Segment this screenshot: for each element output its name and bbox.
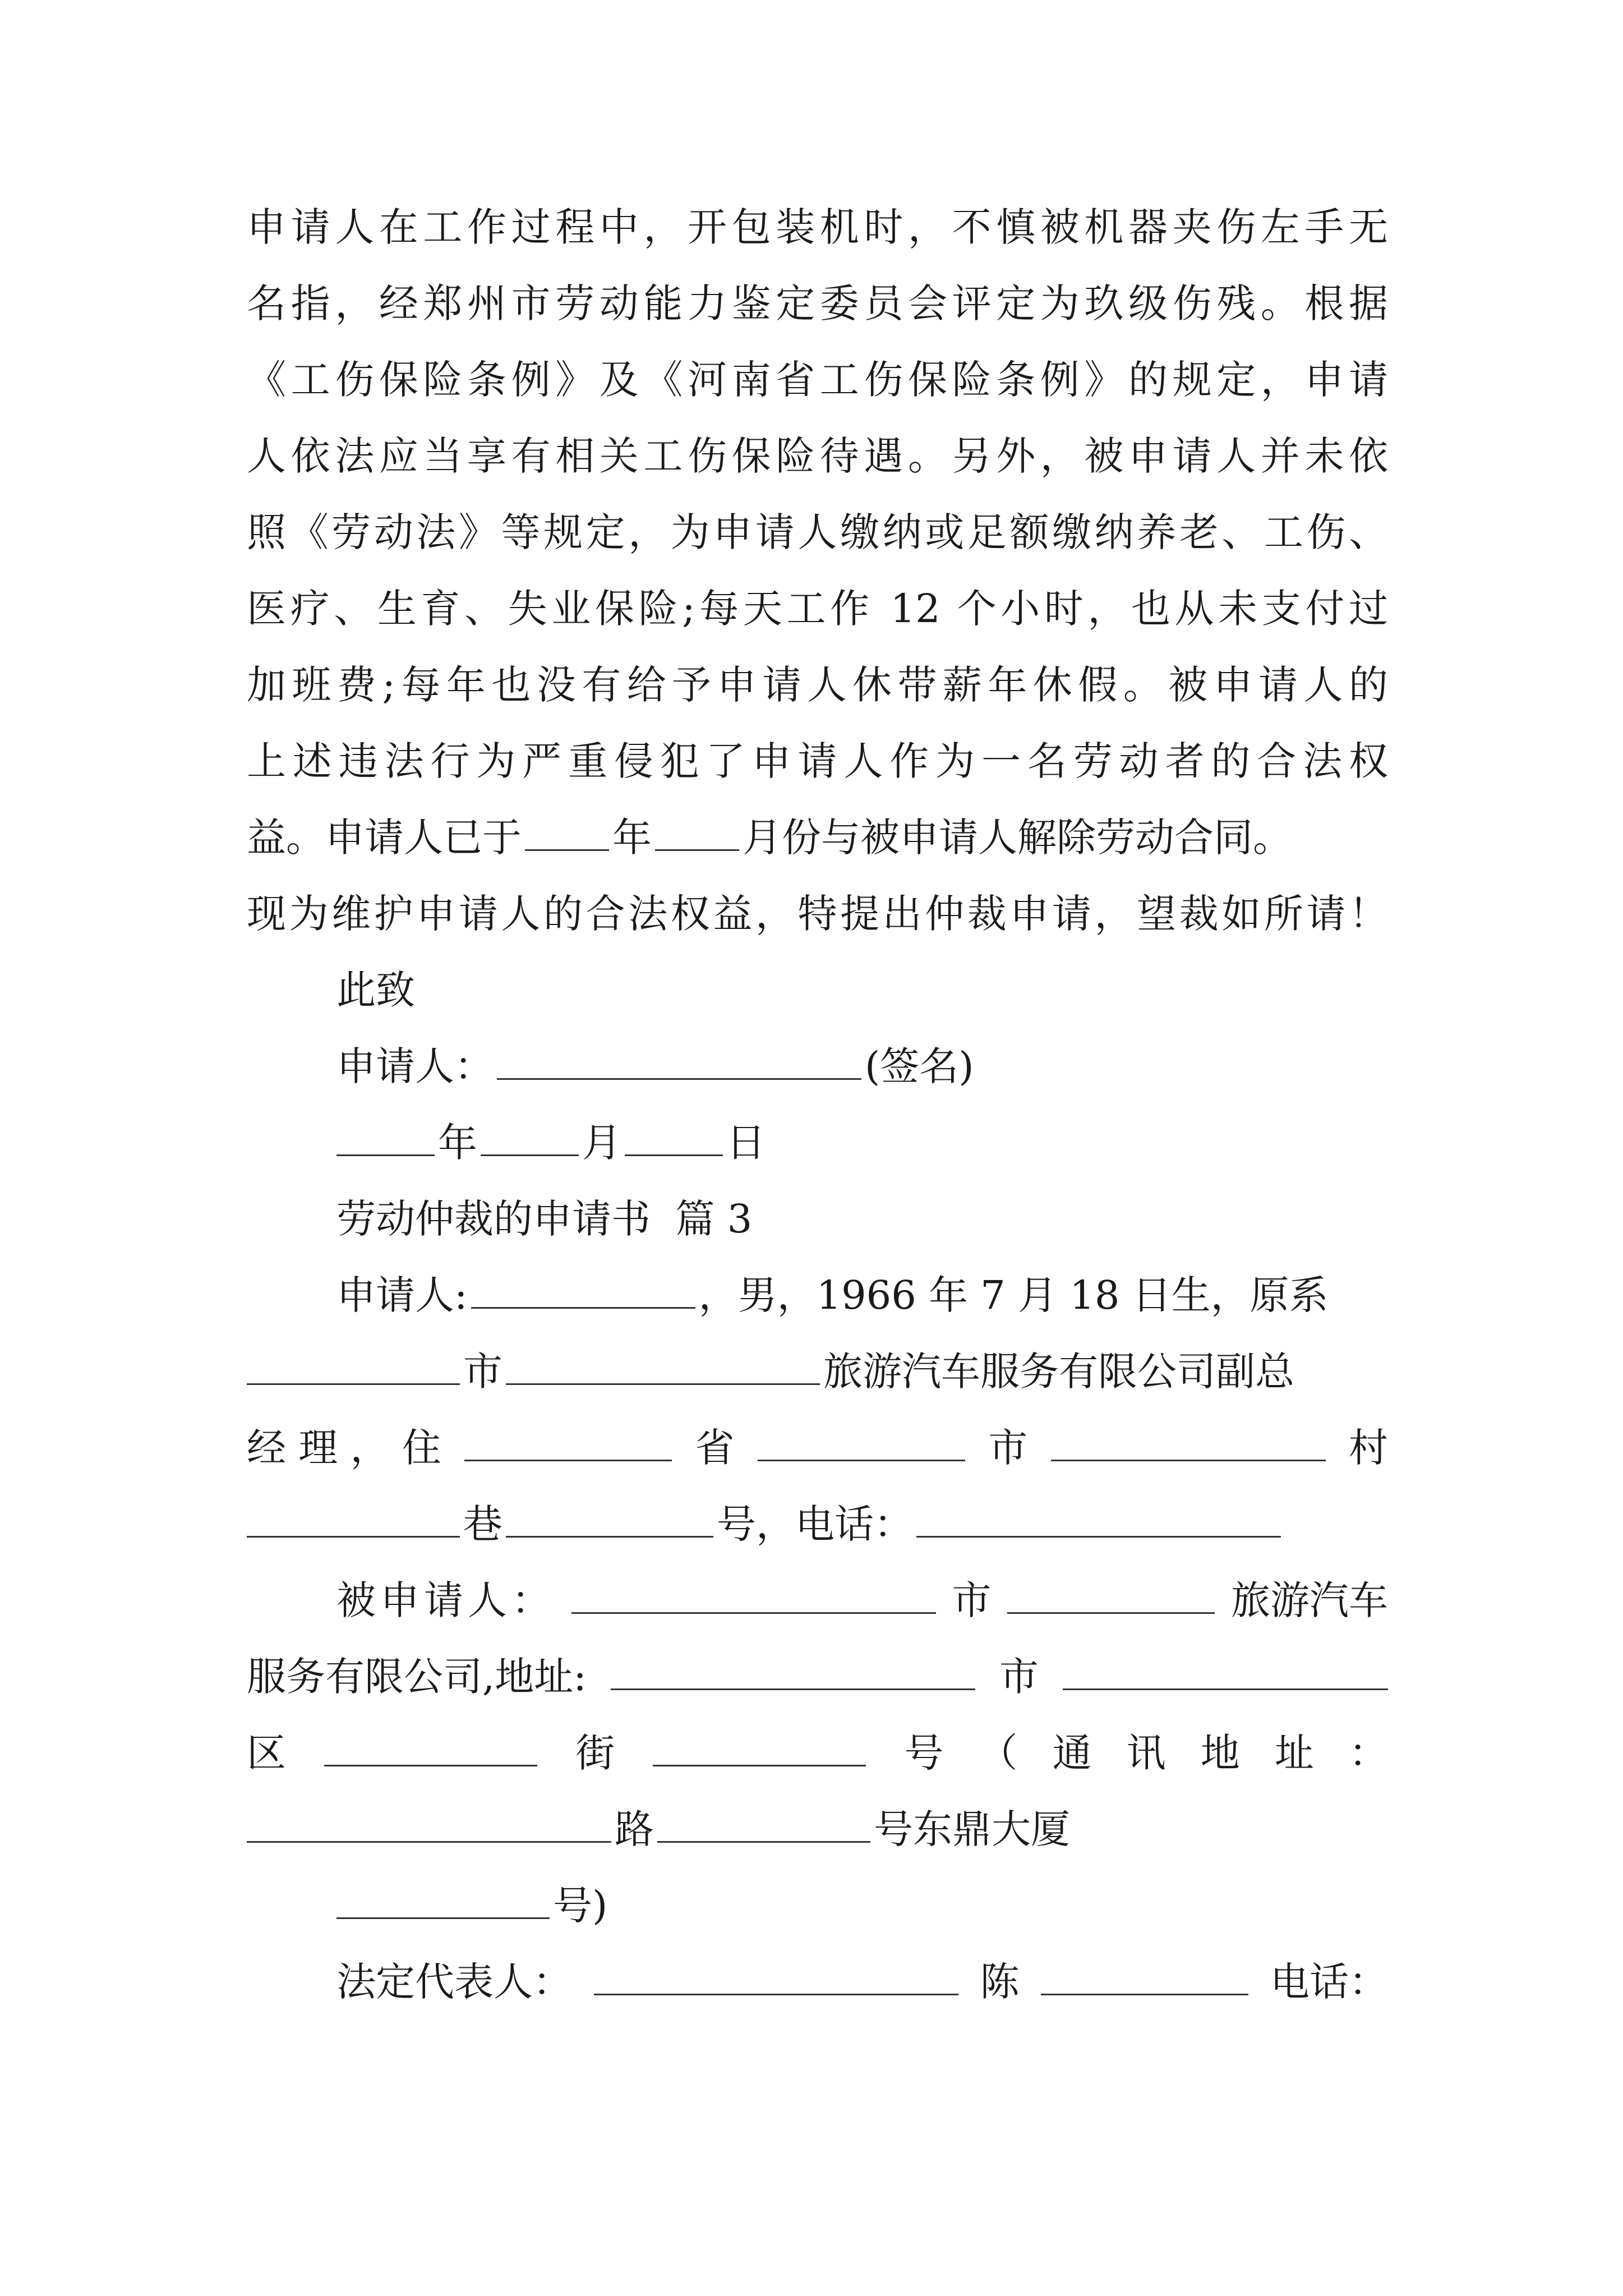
respondent-line-2 bbox=[247, 1643, 1388, 1710]
blank bbox=[1041, 1959, 1248, 1995]
text-segment: ： bbox=[1348, 1730, 1388, 1776]
respondent-line-1 bbox=[336, 1567, 1388, 1634]
text-segment: 号 bbox=[904, 1730, 944, 1776]
respondent-label: 被申请人： bbox=[336, 1577, 555, 1623]
legal-rep-label: 法定代表人： bbox=[336, 1959, 572, 2005]
text-segment: 号东鼎大厦 bbox=[874, 1806, 1070, 1852]
paragraph-line-8: 上述违法行为严重侵犯了申请人作为一名劳动者的合法权 bbox=[247, 738, 1388, 784]
text-segment: 省 bbox=[695, 1425, 735, 1471]
applicant-line-1 bbox=[336, 1262, 1388, 1329]
signature-blank bbox=[497, 1043, 861, 1080]
paragraph-line-6: 医疗、生育、失业保险;每天工作 12 个小时，也从未支付过 bbox=[247, 586, 1388, 632]
text-segment: 号) bbox=[553, 1883, 608, 1929]
signature-line bbox=[336, 1033, 1388, 1100]
blank bbox=[506, 1501, 713, 1538]
date-month-blank bbox=[481, 1120, 579, 1156]
text-segment: 市 bbox=[999, 1654, 1039, 1700]
text-segment: 陈 bbox=[980, 1959, 1020, 2005]
applicant-line-3 bbox=[247, 1414, 1388, 1481]
text-segment: 服务有限公司,地址: bbox=[247, 1654, 587, 1700]
blank bbox=[336, 1883, 550, 1919]
blank bbox=[506, 1349, 820, 1385]
blank bbox=[1051, 1425, 1326, 1461]
paragraph-line-9 bbox=[247, 804, 1388, 871]
blank bbox=[571, 1577, 936, 1614]
signature-label: 申请人： bbox=[336, 1043, 494, 1089]
text-segment: 路 bbox=[615, 1806, 654, 1852]
section-title: 劳动仲裁的申请书 篇 3 bbox=[336, 1196, 753, 1242]
blank bbox=[594, 1959, 958, 1995]
text-segment: 市 bbox=[988, 1425, 1028, 1471]
date-year-label: 年 bbox=[438, 1120, 477, 1166]
paragraph-line-4: 人依法应当享有相关工伤保险待遇。另外，被申请人并未依 bbox=[247, 433, 1388, 479]
blank bbox=[247, 1501, 460, 1538]
paragraph-line-3: 《工伤保险条例》及《河南省工伤保险条例》的规定，申请 bbox=[247, 357, 1388, 403]
blank bbox=[324, 1730, 537, 1766]
text-segment: 电话： bbox=[1270, 1959, 1388, 2005]
text-segment: 经 理 ， 住 bbox=[247, 1425, 441, 1471]
paragraph-line-1: 申请人在工作过程中，开包装机时，不慎被机器夹伤左手无 bbox=[247, 204, 1388, 250]
date-month-label: 月 bbox=[582, 1120, 621, 1166]
blank bbox=[247, 1806, 611, 1843]
blank bbox=[464, 1425, 672, 1461]
paragraph-line-7: 加班费;每年也没有给予申请人休带薪年休假。被申请人的 bbox=[247, 662, 1388, 708]
text-segment: 旅游汽车服务有限公司副总 bbox=[823, 1349, 1294, 1395]
blank bbox=[247, 1349, 460, 1385]
signature-suffix: (签名) bbox=[865, 1043, 974, 1089]
blank bbox=[657, 1806, 870, 1843]
text-segment: 村 bbox=[1348, 1425, 1388, 1471]
blank bbox=[1063, 1654, 1388, 1690]
applicant-line-4 bbox=[247, 1490, 1388, 1558]
blank bbox=[1007, 1577, 1215, 1614]
blank-month bbox=[655, 815, 739, 851]
blank bbox=[758, 1425, 965, 1461]
applicant-label: 申请人: bbox=[336, 1272, 468, 1318]
text-segment: 年 bbox=[612, 815, 652, 861]
applicant-line-2 bbox=[247, 1338, 1388, 1405]
respondent-line-4 bbox=[247, 1796, 1388, 1863]
text-segment: 益。申请人已于 bbox=[247, 815, 522, 861]
text-segment: （ bbox=[978, 1730, 1018, 1776]
text-segment: 市 bbox=[463, 1349, 502, 1395]
text-segment: 市 bbox=[952, 1577, 992, 1623]
text-segment: 地 bbox=[1200, 1730, 1240, 1776]
salutation: 此致 bbox=[336, 967, 415, 1013]
blank bbox=[653, 1730, 866, 1766]
date-line bbox=[336, 1109, 1388, 1176]
text-segment: 区 bbox=[247, 1730, 286, 1776]
text-segment: 月份与被申请人解除劳动合同。 bbox=[743, 815, 1292, 861]
blank bbox=[916, 1501, 1281, 1538]
date-day-label: 日 bbox=[726, 1120, 766, 1166]
text-segment: 街 bbox=[575, 1730, 615, 1776]
paragraph-line-2: 名指，经郑州市劳动能力鉴定委员会评定为玖级伤残。根据 bbox=[247, 280, 1388, 326]
legal-rep-line bbox=[336, 1948, 1388, 2016]
text-segment: 址 bbox=[1274, 1730, 1314, 1776]
text-segment: 号，电话： bbox=[717, 1501, 913, 1547]
paragraph-line-5: 照《劳动法》等规定，为申请人缴纳或足额缴纳养老、工伤、 bbox=[247, 509, 1388, 555]
text-segment: 巷 bbox=[463, 1501, 502, 1547]
applicant-info: ，男，1966 年 7 月 18 日生，原系 bbox=[698, 1272, 1329, 1318]
text-segment: 讯 bbox=[1126, 1730, 1166, 1776]
blank-year bbox=[525, 815, 609, 851]
blank bbox=[611, 1654, 975, 1690]
text-segment: 通 bbox=[1052, 1730, 1092, 1776]
date-year-blank bbox=[336, 1120, 435, 1156]
respondent-line-3 bbox=[247, 1719, 1388, 1787]
paragraph-line-10: 现为维护申请人的合法权益，特提出仲裁申请，望裁如所请！ bbox=[247, 891, 1388, 937]
text-segment: 旅游汽车 bbox=[1231, 1577, 1388, 1623]
date-day-blank bbox=[625, 1120, 723, 1156]
respondent-line-5 bbox=[336, 1872, 1388, 1939]
applicant-name-blank bbox=[471, 1272, 695, 1309]
